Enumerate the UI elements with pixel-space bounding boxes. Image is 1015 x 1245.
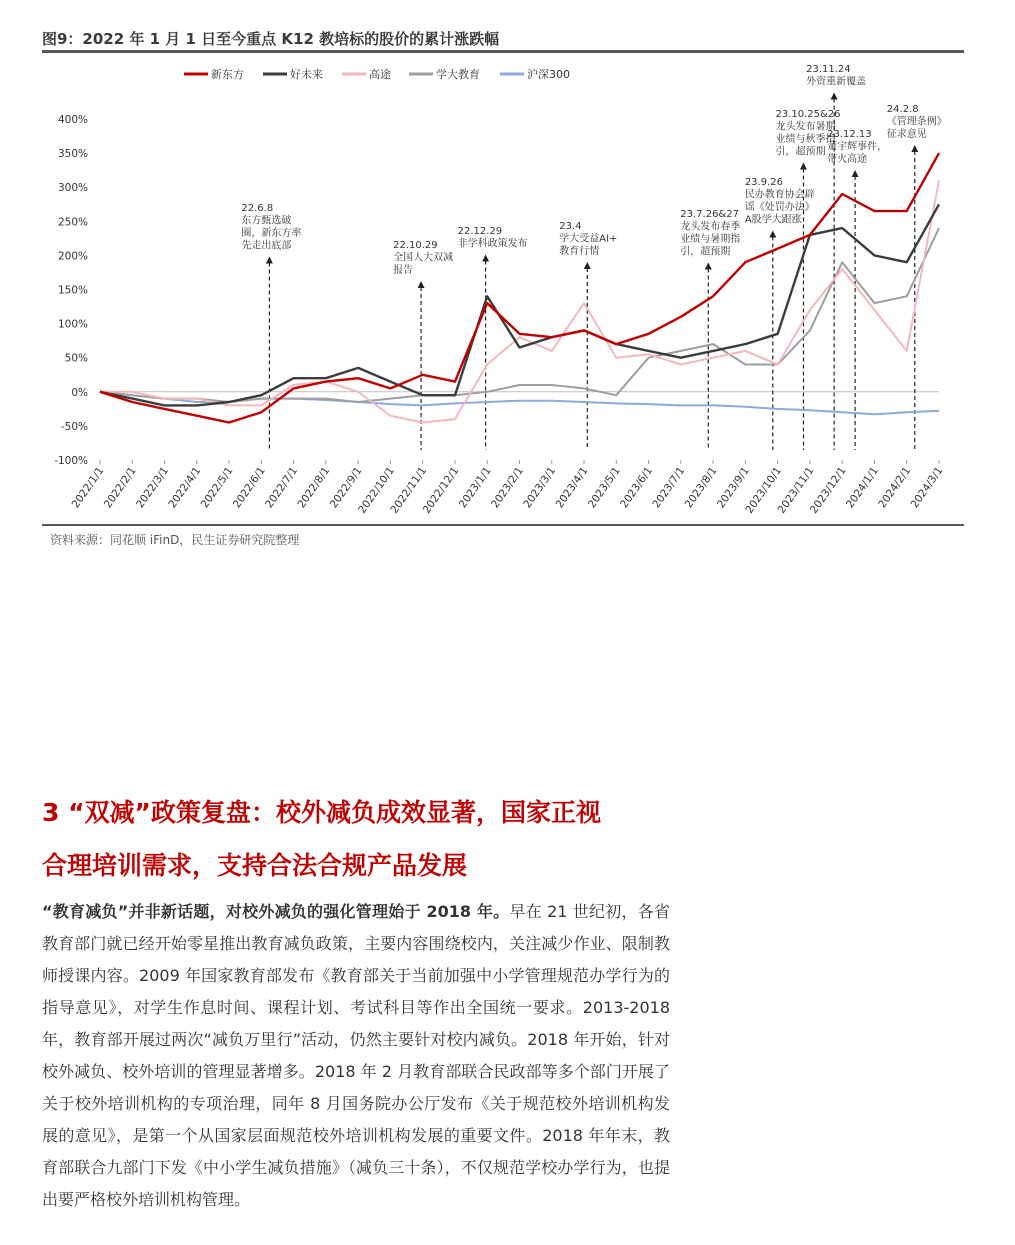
annotation-text: A股学大跟涨 (744, 214, 802, 226)
annotation-text: 董宇辉事件， (827, 141, 888, 153)
annotation-text: 民办教育协会辟 (744, 189, 815, 201)
annotation-text: 23.9.26 (744, 177, 783, 188)
annotation-text: 23.11.24 (806, 64, 851, 75)
x-tick-label: 2024/2/1 (876, 464, 914, 511)
x-tick-label: 2022/2/1 (101, 464, 139, 511)
annotation-text: 引，超预期 (680, 246, 731, 258)
x-tick-label: 2023/2/1 (489, 464, 526, 511)
figure-title: 图9：2022 年 1 月 1 日至今重点 K12 教培标的股价的累计涨跌幅 (42, 30, 500, 48)
annotation-arrowhead (769, 231, 776, 238)
x-tick-label: 2023/1/1 (456, 464, 494, 511)
section-heading (42, 786, 702, 892)
annotation-text: 谣《处罚办法》 (744, 202, 815, 213)
annotation-arrowhead (584, 262, 591, 269)
annotation-text: 征求意见 (886, 129, 927, 140)
annotation-text: 业绩与秋季指 (775, 134, 836, 145)
x-tick-label: 2022/4/1 (166, 464, 204, 511)
annotation-text: 23.7.26&27 (680, 209, 739, 220)
annotation-text: 龙头发布春季 (680, 221, 741, 233)
x-tick-label: 2022/8/1 (295, 464, 333, 511)
y-tick-label: 0% (71, 386, 88, 399)
x-tick-label: 2023/3/1 (521, 464, 559, 511)
y-tick-label: 200% (57, 250, 88, 263)
annotation-text: 23.12.13 (827, 129, 872, 140)
paragraph-body: 早在 21 世纪初，各省教育部门就已经开始零星推出教育减负政策，主要内容围绕校内，关注减少作业、限制教师授课内容。2009 年国家教育部发布《教育部关于当前加强中小学管理规范办学行为的指导意见》，对学生作息时间、课程计划、考试科目等作出全国统一要求。2013-2018 年，教育部开展过两次“减负万里行”活动，仍然主要针对校内减负。2018 年开始，针对校外减负、校外培训的管理显著增多。2018 年 2 月教育部联合民政部等多个部门开展了关于校外培训机构的专项治理，同年 8 月国务院办公厅发布《关于规范校外培训机构发展的意见》，是第一个从国家层面规范校外培训机构发展的重要文件。2018 年年末，教育部联合九部门下发《中小学生减负措施》（减负三十条），不仅规范学校办学行为，也提出要严格校外培训机构管理。 (42, 902, 670, 1209)
y-tick-label: -50% (60, 420, 88, 433)
annotation-text: 业绩与暑期指 (680, 234, 741, 245)
annotation-arrowhead (800, 163, 807, 170)
x-tick-label: 2022/7/1 (263, 464, 301, 511)
figure-top-rule (42, 50, 964, 53)
legend-label: 好未来 (290, 68, 323, 81)
body-paragraph (42, 896, 670, 1216)
x-tick-label: 2023/8/1 (682, 464, 720, 511)
y-tick-label: 50% (64, 352, 88, 365)
y-tick-label: 250% (57, 216, 88, 229)
annotation-text: 外资重新覆盖 (806, 76, 867, 88)
annotation-arrowhead (418, 281, 425, 288)
y-tick-label: 350% (57, 148, 88, 161)
y-tick-label: 150% (57, 284, 88, 297)
x-tick-label: 2023/10/1 (743, 464, 785, 516)
x-tick-label: 2022/3/1 (134, 464, 171, 511)
x-axis (70, 460, 946, 516)
x-tick-label: 2024/1/1 (844, 464, 881, 511)
annotation-arrowhead (852, 170, 859, 177)
annotation-text: 《管理条例》 (886, 116, 947, 128)
section-heading-line1: 3 “双减”政策复盘：校外减负成效显著，国家正视 (42, 798, 601, 827)
annotation-text: 全国人大双减 (393, 252, 454, 264)
annotation-arrowhead (831, 93, 838, 100)
annotation-text: 先走出底部 (241, 240, 292, 252)
x-tick-label: 2022/10/1 (356, 464, 397, 516)
x-tick-label: 2022/9/1 (327, 464, 365, 511)
x-tick-label: 2023/7/1 (650, 464, 688, 511)
y-tick-label: 300% (57, 182, 88, 195)
annotation-text: 23.4 (559, 221, 582, 232)
x-tick-label: 2023/9/1 (714, 464, 752, 511)
legend-label: 新东方 (211, 68, 244, 81)
x-tick-label: 2022/11/1 (388, 464, 430, 516)
section-heading-line2: 合理培训需求，支持合法合规产品发展 (42, 851, 468, 880)
y-tick-label: 400% (57, 114, 88, 126)
x-tick-label: 2023/5/1 (585, 464, 623, 511)
x-tick-label: 2022/6/1 (230, 464, 268, 511)
x-tick-label: 2022/12/1 (420, 464, 462, 516)
x-tick-label: 2023/6/1 (618, 464, 656, 511)
annotation-text: 22.6.8 (241, 203, 274, 214)
annotation-text: 非学科政策发布 (457, 238, 528, 250)
annotation-arrowhead (705, 263, 712, 270)
legend-label: 沪深300 (527, 68, 570, 81)
annotation-text: 23.10.25&26 (775, 109, 841, 120)
annotation-text: 报告 (393, 265, 414, 276)
annotation-arrowhead (482, 255, 489, 262)
annotation-arrowhead (911, 145, 918, 152)
stock-return-chart (42, 56, 964, 522)
annotation-text: 东方甄选破 (241, 215, 292, 227)
series-line (100, 180, 939, 422)
annotation-text: 24.2.8 (886, 104, 919, 115)
x-tick-label: 2024/3/1 (908, 464, 946, 511)
y-tick-label: 100% (57, 318, 88, 331)
annotation-text: 22.12.29 (457, 226, 503, 237)
annotation-text: 教育行情 (559, 246, 600, 257)
annotation-text: 带火高途 (827, 154, 868, 165)
figure-source: 资料来源：同花顺 iFinD，民生证券研究院整理 (50, 533, 300, 547)
annotation-text: 引，超预期 (775, 146, 826, 158)
chart-legend (184, 67, 570, 81)
x-tick-label: 2022/1/1 (69, 464, 107, 511)
legend-label: 学大教育 (436, 68, 480, 81)
x-tick-label: 2023/12/1 (807, 464, 849, 516)
paragraph-lead: “教育减负”并非新话题，对校外减负的强化管理始于 2018 年。 (42, 902, 510, 921)
y-tick-label: -100% (54, 455, 88, 467)
annotation-text: 圈，新东方率 (241, 228, 302, 239)
x-tick-label: 2022/5/1 (198, 464, 236, 511)
series-line (100, 228, 939, 402)
x-tick-label: 2023/11/1 (775, 464, 817, 516)
figure-bottom-rule (42, 524, 964, 526)
annotation-text: 学大受益AI+ (559, 233, 618, 245)
annotation-text: 22.10.29 (393, 240, 438, 251)
legend-label: 高途 (369, 68, 391, 81)
x-tick-label: 2023/4/1 (553, 464, 591, 511)
annotation-arrowhead (266, 257, 273, 264)
annotation-text: 龙头发布暑期 (775, 121, 836, 133)
